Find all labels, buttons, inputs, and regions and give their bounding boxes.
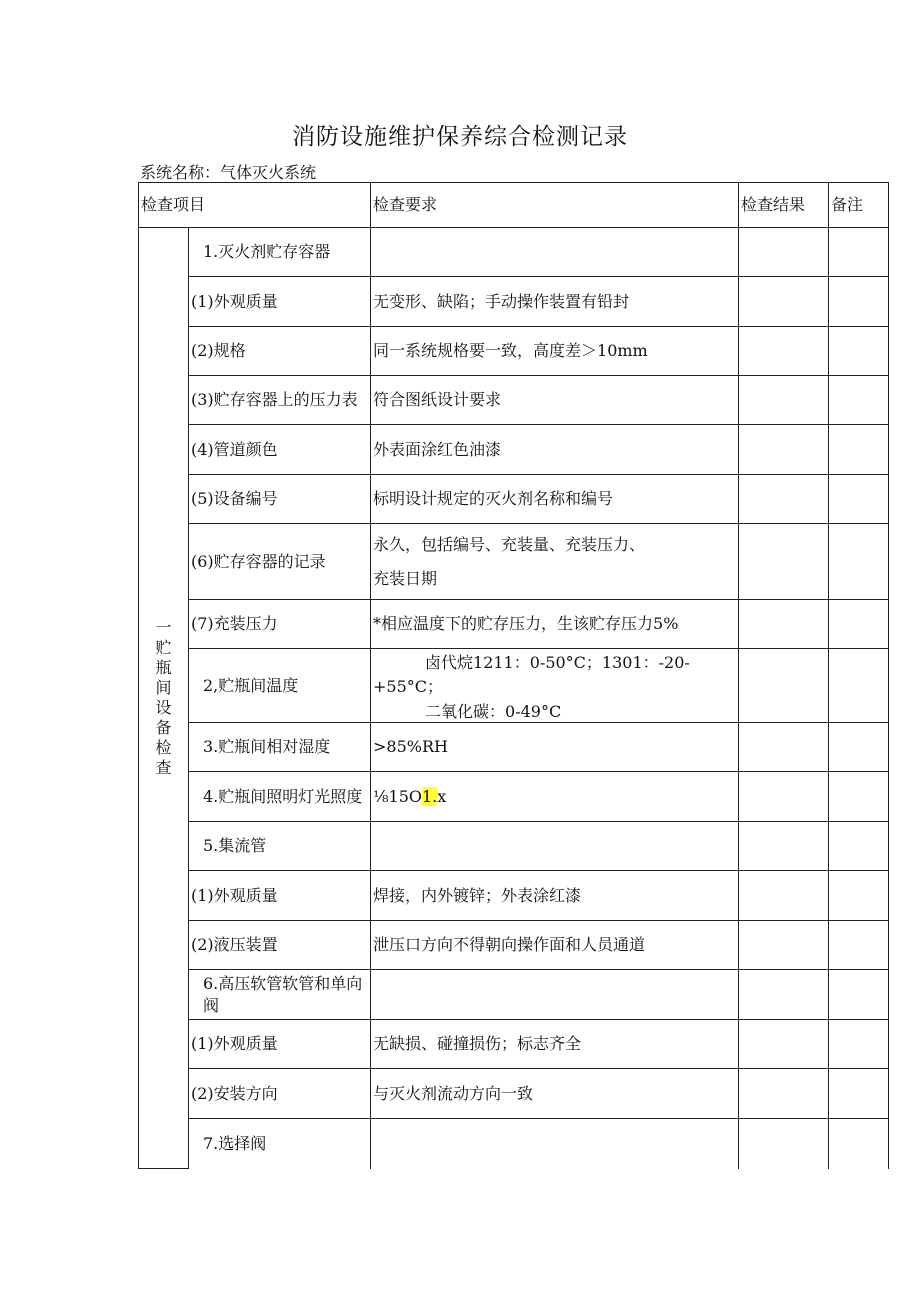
table-row [139, 524, 889, 600]
table-row [139, 425, 889, 475]
result-cell[interactable] [739, 425, 829, 475]
item-cell: 5.集流管 [189, 822, 371, 871]
item-cell: 6.高压软管软管和单向阀 [189, 970, 371, 1020]
remark-cell[interactable] [829, 1119, 889, 1169]
remark-cell[interactable] [829, 376, 889, 425]
requirement-cell: 标明设计规定的灭火剂名称和编号 [371, 475, 739, 524]
header-remark: 备注 [829, 183, 889, 228]
remark-cell[interactable] [829, 228, 889, 277]
result-cell[interactable] [739, 277, 829, 327]
section-label: 一贮瓶间设备检查 [155, 618, 172, 777]
requirement-cell: 无缺损、碰撞损伤；标志齐全 [371, 1020, 739, 1069]
remark-cell[interactable] [829, 1069, 889, 1119]
highlighted-text: 1. [422, 786, 438, 806]
item-cell: 7.选择阀 [189, 1119, 371, 1169]
requirement-cell [371, 970, 739, 1020]
result-cell[interactable] [739, 1119, 829, 1169]
table-row [139, 600, 889, 649]
item-cell: (1)外观质量 [189, 277, 371, 327]
table-row [139, 723, 889, 772]
system-name: 系统名称：气体灭火系统 [140, 163, 317, 182]
result-cell[interactable] [739, 475, 829, 524]
requirement-cell: 无变形、缺陷；手动操作装置有铅封 [371, 277, 739, 327]
table-row [139, 970, 889, 1020]
requirement-cell: >85%RH [371, 723, 739, 772]
requirement-text: ⅛15O [373, 786, 422, 806]
requirement-cell [371, 649, 739, 723]
item-cell: 3.贮瓶间相对湿度 [189, 723, 371, 772]
requirement-cell [371, 524, 739, 600]
table-row [139, 871, 889, 921]
table-row [139, 822, 889, 871]
item-cell: (2)安装方向 [189, 1069, 371, 1119]
remark-cell[interactable] [829, 772, 889, 822]
header-result: 检查结果 [739, 183, 829, 228]
requirement-text: x [437, 786, 447, 806]
item-cell: (1)外观质量 [189, 871, 371, 921]
requirement-line: +55°C； [373, 677, 444, 696]
remark-cell[interactable] [829, 425, 889, 475]
result-cell[interactable] [739, 772, 829, 822]
requirement-cell [371, 822, 739, 871]
remark-cell[interactable] [829, 822, 889, 871]
requirement-cell: 与灭火剂流动方向一致 [371, 1069, 739, 1119]
remark-cell[interactable] [829, 871, 889, 921]
remark-cell[interactable] [829, 970, 889, 1020]
table-row [139, 772, 889, 822]
table-row [139, 376, 889, 425]
requirement-cell [371, 1119, 739, 1169]
requirement-cell: 同一系统规格要一致，高度差＞10mm [371, 327, 739, 376]
remark-cell[interactable] [829, 327, 889, 376]
section-label-cell [139, 228, 189, 1169]
item-cell: (6)贮存容器的记录 [189, 524, 371, 600]
header-item: 检查项目 [139, 183, 371, 228]
inspection-table [138, 182, 889, 1169]
item-cell: (2)规格 [189, 327, 371, 376]
remark-cell[interactable] [829, 600, 889, 649]
item-cell: (4)管道颜色 [189, 425, 371, 475]
requirement-cell: 焊接，内外镀锌；外表涂红漆 [371, 871, 739, 921]
requirement-line: 永久，包括编号、充装量、充装压力、 [373, 534, 646, 554]
result-cell[interactable] [739, 723, 829, 772]
requirement-cell: *相应温度下的贮存压力，生该贮存压力5% [371, 600, 739, 649]
result-cell[interactable] [739, 649, 829, 723]
remark-cell[interactable] [829, 921, 889, 970]
requirement-cell: 外表面涂红色油漆 [371, 425, 739, 475]
requirement-line: 卤代烷1211：0-50°C；1301：-20- [425, 653, 690, 672]
item-cell: (2)液压装置 [189, 921, 371, 970]
item-cell: 2,贮瓶间温度 [189, 649, 371, 723]
result-cell[interactable] [739, 600, 829, 649]
remark-cell[interactable] [829, 277, 889, 327]
result-cell[interactable] [739, 524, 829, 600]
result-cell[interactable] [739, 376, 829, 425]
header-requirement: 检查要求 [371, 183, 739, 228]
table-row [139, 277, 889, 327]
remark-cell[interactable] [829, 1020, 889, 1069]
table-row [139, 649, 889, 723]
table-row [139, 1119, 889, 1169]
result-cell[interactable] [739, 871, 829, 921]
table-row [139, 1069, 889, 1119]
result-cell[interactable] [739, 921, 829, 970]
result-cell[interactable] [739, 822, 829, 871]
table-row [139, 475, 889, 524]
item-cell: 1.灭火剂贮存容器 [189, 228, 371, 277]
requirement-cell: 符合图纸设计要求 [371, 376, 739, 425]
result-cell[interactable] [739, 970, 829, 1020]
item-cell: (1)外观质量 [189, 1020, 371, 1069]
table-row [139, 327, 889, 376]
table-row [139, 228, 889, 277]
page-title: 消防设施维护保养综合检测记录 [292, 124, 628, 150]
item-cell: (5)设备编号 [189, 475, 371, 524]
requirement-cell [371, 228, 739, 277]
result-cell[interactable] [739, 327, 829, 376]
result-cell[interactable] [739, 228, 829, 277]
remark-cell[interactable] [829, 723, 889, 772]
item-cell: 4.贮瓶间照明灯光照度 [189, 772, 371, 822]
item-cell: (3)贮存容器上的压力表 [189, 376, 371, 425]
result-cell[interactable] [739, 1069, 829, 1119]
requirement-line: 充装日期 [373, 568, 438, 588]
table-row [139, 1020, 889, 1069]
remark-cell[interactable] [829, 649, 889, 723]
table-header-row [139, 183, 889, 228]
table-row [139, 921, 889, 970]
remark-cell[interactable] [829, 475, 889, 524]
requirement-cell [371, 772, 739, 822]
requirement-cell: 泄压口方向不得朝向操作面和人员通道 [371, 921, 739, 970]
remark-cell[interactable] [829, 524, 889, 600]
item-cell: (7)充装压力 [189, 600, 371, 649]
result-cell[interactable] [739, 1020, 829, 1069]
requirement-line-clipped: 二氧化碳：0-49°C [425, 702, 562, 719]
